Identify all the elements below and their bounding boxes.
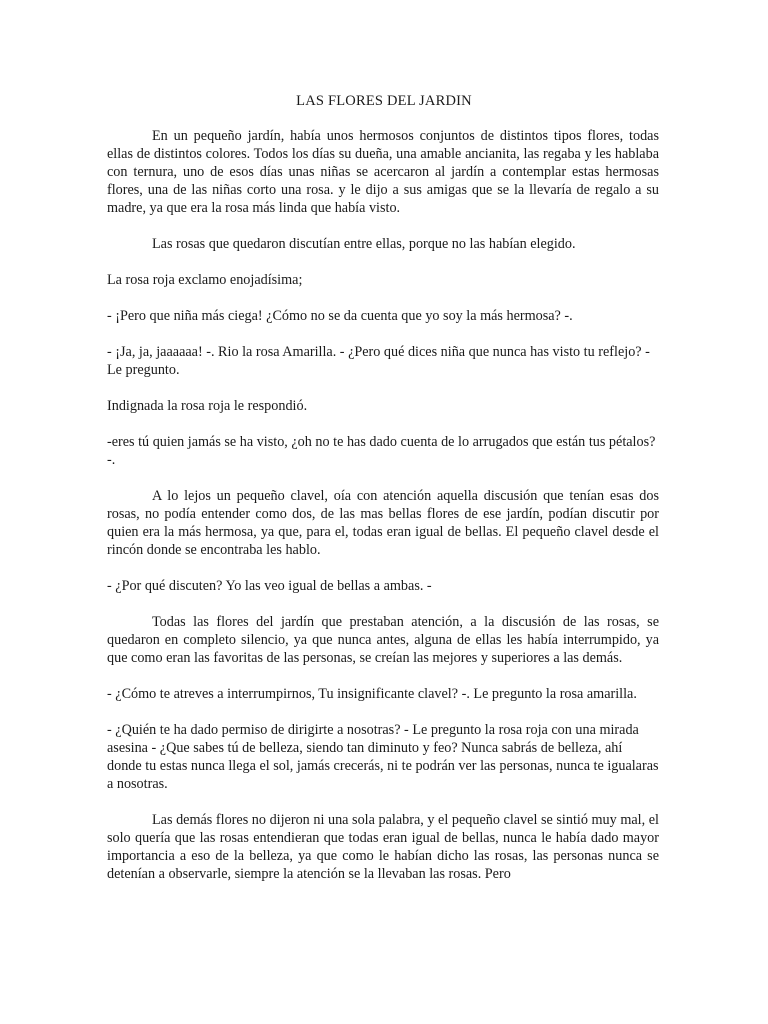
paragraph: - ¿Quién te ha dado permiso de dirigirte a nosotras? - Le pregunto la rosa roja con una mirada asesina - ¿Que sabes tú de belleza, siendo tan diminuto y feo? Nunca sabrás de belleza, ahí donde tu estas nunca llega el sol, jamás crecerás, ni te podrán ver las personas, nunca te igualaras a nosotras.: [107, 722, 659, 792]
paragraph: En un pequeño jardín, había unos hermosos conjuntos de distintos tipos flores, todas ellas de distintos colores. Todos los días su dueña, una amable ancianita, las regaba y les hablaba con ternura, uno de esos días unas niñas se acercaron al jardín a contemplar estas hermosas flores, una de las niñas corto una rosa. y le dijo a sus amigas que se la llevaría de regalo a su madre, ya que era la rosa más linda que había visto.: [107, 128, 659, 216]
paragraph: A lo lejos un pequeño clavel, oía con atención aquella discusión que tenían esas dos rosas, no podía entender como dos, de las mas bellas flores de ese jardín, podían discutir por quien era la más hermosa, ya que, para el, todas eran igual de bellas. El pequeño clavel desde el rincón donde se encontraba les hablo.: [107, 488, 659, 558]
paragraph: - ¿Cómo te atreves a interrumpirnos, Tu insignificante clavel? -. Le pregunto la rosa amarilla.: [107, 686, 637, 702]
paragraph: Las demás flores no dijeron ni una sola palabra, y el pequeño clavel se sintió muy mal, el solo quería que las rosas entendieran que todas eran igual de bellas, nunca le había dado mayor importancia a eso de la belleza, ya que como le habían dicho las rosas, las personas nunca se detenían a observarle, siempre la atención se la llevaban las rosas. Pero: [107, 812, 659, 882]
paragraph: - ¡Ja, ja, jaaaaaa! -. Rio la rosa Amarilla. - ¿Pero qué dices niña que nunca has visto tu reflejo? - Le pregunto.: [107, 344, 650, 378]
paragraph: La rosa roja exclamo enojadísima;: [107, 272, 303, 288]
paragraph: Todas las flores del jardín que prestaban atención, a la discusión de las rosas, se quedaron en completo silencio, ya que nunca antes, alguna de ellas les había interrumpido, ya que como eran las favoritas de las personas, se creían las mejores y superiores a las demás.: [107, 614, 659, 666]
paragraph: Indignada la rosa roja le respondió.: [107, 398, 308, 414]
paragraph: -eres tú quien jamás se ha visto, ¿oh no te has dado cuenta de lo arrugados que están tus pétalos? -.: [107, 434, 656, 468]
document-body: [107, 127, 659, 901]
paragraph: - ¿Por qué discuten? Yo las veo igual de bellas a ambas. -: [107, 578, 432, 594]
paragraph: - ¡Pero que niña más ciega! ¿Cómo no se da cuenta que yo soy la más hermosa? -.: [107, 308, 573, 324]
document-title: LAS FLORES DEL JARDIN: [296, 93, 472, 109]
paragraph: Las rosas que quedaron discutían entre ellas, porque no las habían elegido.: [152, 236, 576, 252]
